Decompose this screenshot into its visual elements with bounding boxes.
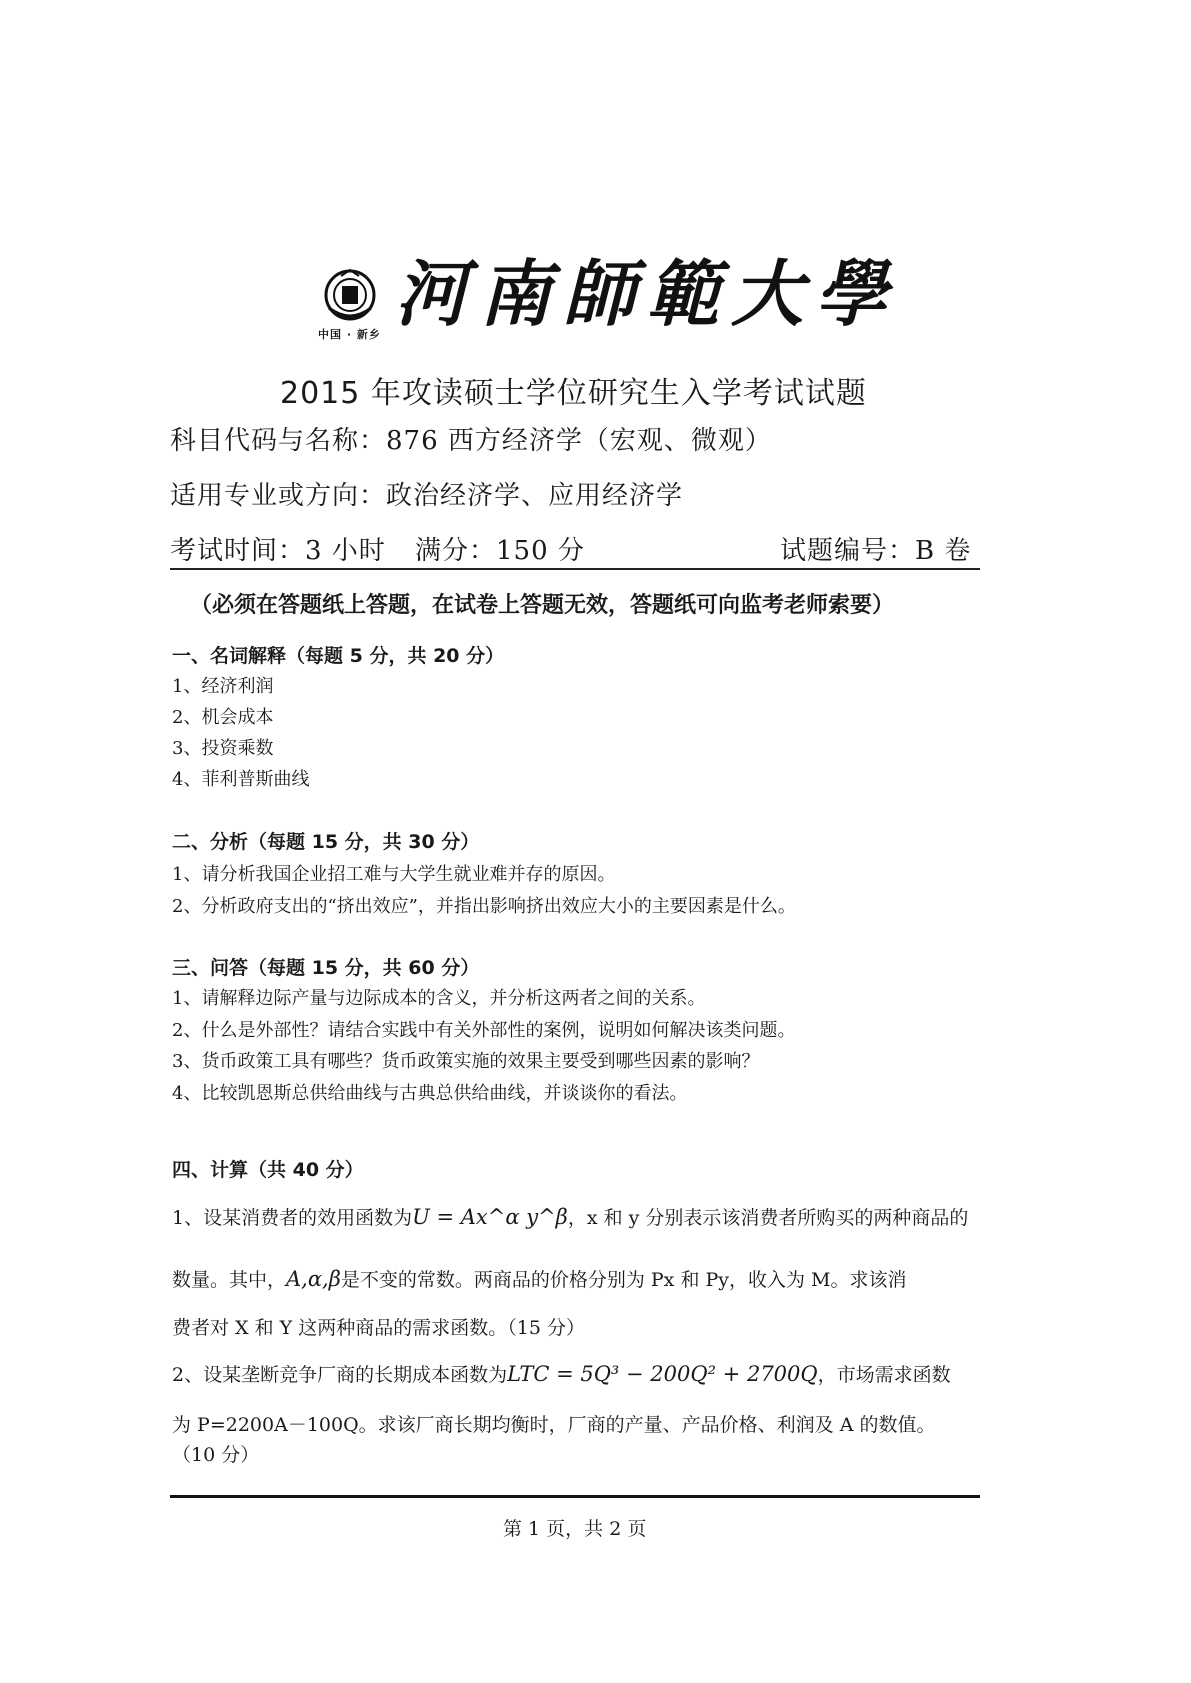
list-item: 2、机会成本 — [172, 707, 274, 728]
answer-notice: （必须在答题纸上答题，在试卷上答题无效，答题纸可向监考老师索要） — [190, 593, 895, 618]
university-name: 河南師範大學 — [395, 251, 900, 336]
section-4-title: 四、计算（共 40 分） — [172, 1159, 364, 1181]
calc-q1-line3: 费者对 X 和 Y 这两种商品的需求函数。（15 分） — [172, 1317, 585, 1339]
paper-code: 试题编号：B 卷 — [780, 536, 972, 566]
list-item: 2、分析政府支出的“挤出效应”，并指出影响挤出效应大小的主要因素是什么。 — [172, 896, 796, 917]
text-span: 是不变的常数。两商品的价格分别为 Px 和 Py，收入为 M。求该消 — [340, 1269, 907, 1291]
calc-q2-line2: 为 P=2200A－100Q。求该厂商长期均衡时，厂商的产量、产品价格、利润及 A 的数值。 — [172, 1414, 936, 1436]
list-item: 4、菲利普斯曲线 — [172, 769, 310, 790]
section-1-title: 一、名词解释（每题 5 分，共 20 分） — [172, 645, 505, 667]
exam-time: 考试时间：3 小时 — [170, 536, 386, 566]
text-span: ，x 和 y 分别表示该消费者所购买的两种商品的 — [567, 1207, 969, 1229]
text-span: 数量。其中， — [172, 1269, 287, 1291]
page-number: 第 1 页，共 2 页 — [503, 1518, 647, 1540]
list-item: 1、请分析我国企业招工难与大学生就业难并存的原因。 — [172, 864, 616, 885]
text-span: 1、设某消费者的效用函数为 — [172, 1207, 413, 1229]
footer-divider — [170, 1495, 980, 1498]
exam-title: 2015 年攻读硕士学位研究生入学考试试题 — [280, 376, 867, 411]
calc-q2-line1 — [172, 1360, 951, 1387]
constants-formula: A,α,β — [286, 1267, 341, 1291]
subject-line: 科目代码与名称：876 西方经济学（宏观、微观） — [170, 426, 772, 456]
list-item: 1、请解释边际产量与边际成本的含义，并分析这两者之间的关系。 — [172, 988, 706, 1009]
text-span: ，市场需求函数 — [817, 1364, 951, 1386]
text-span: 2、设某垄断竞争厂商的长期成本函数为 — [172, 1364, 508, 1386]
calc-q1-line1 — [172, 1203, 968, 1230]
major-line: 适用专业或方向：政治经济学、应用经济学 — [170, 481, 684, 511]
calc-q2-line3: （10 分） — [172, 1444, 260, 1466]
section-2-title: 二、分析（每题 15 分，共 30 分） — [172, 831, 480, 853]
utility-formula: U = Ax^α y^β — [412, 1205, 568, 1229]
logo-caption: 中国 · 新乡 — [318, 328, 381, 341]
cost-formula: LTC = 5Q³ − 200Q² + 2700Q — [507, 1362, 818, 1386]
university-emblem-icon — [323, 268, 377, 322]
header-divider — [170, 568, 980, 570]
list-item: 3、货币政策工具有哪些？货币政策实施的效果主要受到哪些因素的影响？ — [172, 1051, 760, 1072]
list-item: 2、什么是外部性？请结合实践中有关外部性的案例，说明如何解决该类问题。 — [172, 1020, 796, 1041]
full-score: 满分：150 分 — [415, 536, 585, 566]
calc-q1-line2 — [172, 1265, 907, 1292]
list-item: 4、比较凯恩斯总供给曲线与古典总供给曲线，并谈谈你的看法。 — [172, 1083, 688, 1104]
list-item: 3、投资乘数 — [172, 738, 274, 759]
section-3-title: 三、问答（每题 15 分，共 60 分） — [172, 957, 480, 979]
list-item: 1、经济利润 — [172, 676, 274, 697]
